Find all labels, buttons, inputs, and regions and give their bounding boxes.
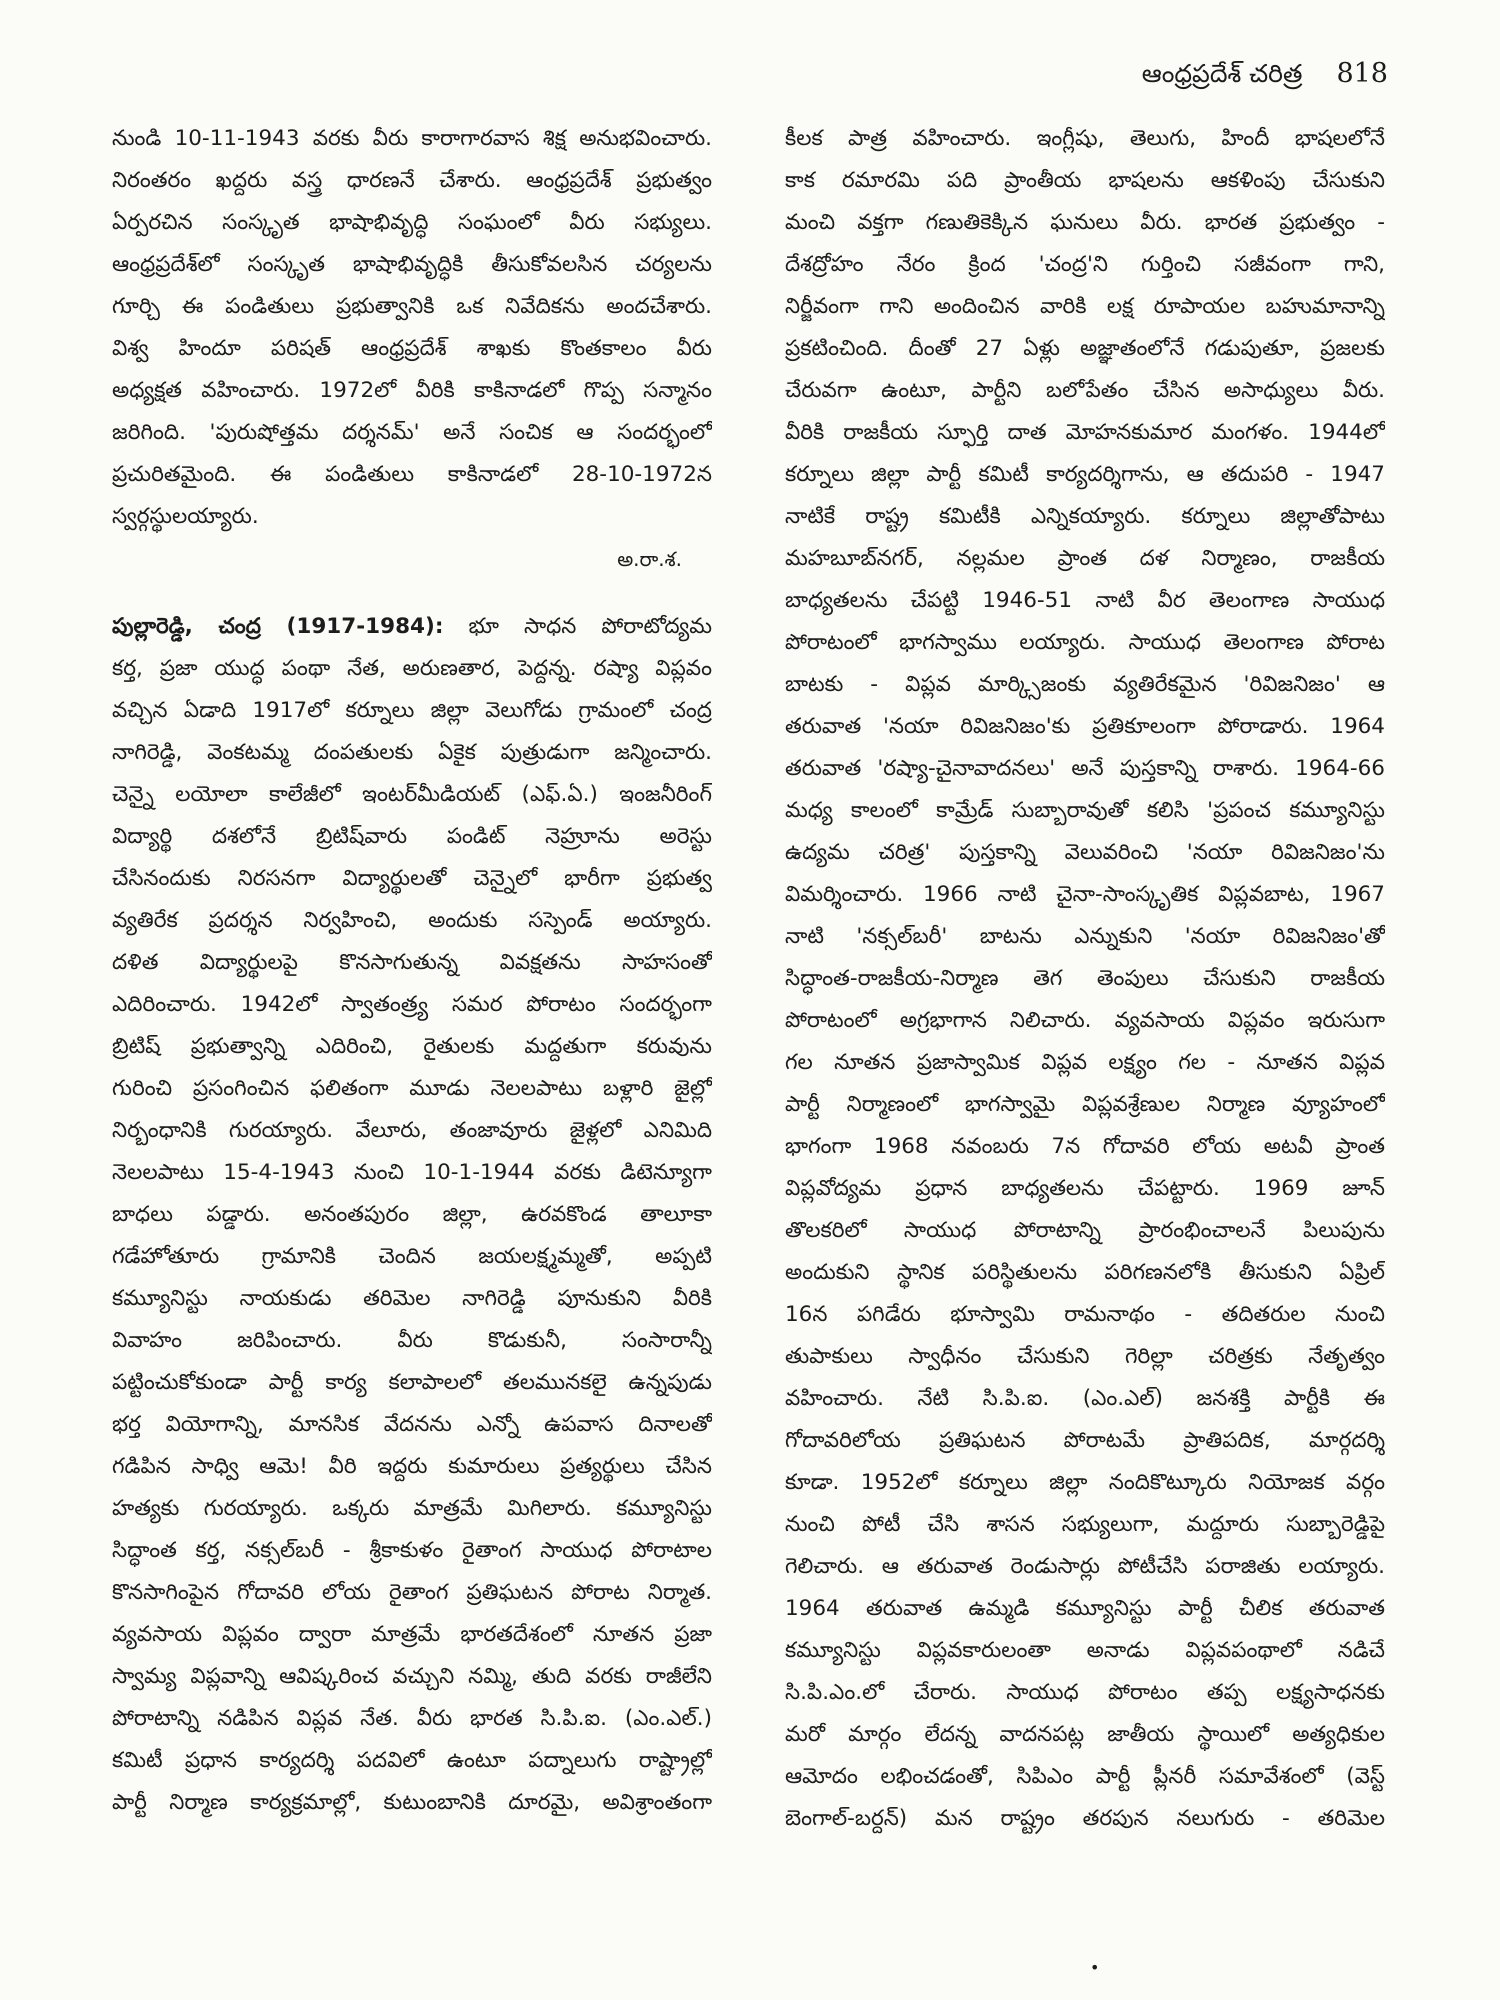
entry-heading: పుల్లారెడ్డి, చంద్ర (1917-1984): xyxy=(112,614,444,639)
text-line: చేసినందుకు నిరసనగా విద్యార్థులతో చెన్నైలో భారీగా ప్రభుత్వ xyxy=(112,866,712,891)
text-line: భాగంగా 1968 నవంబరు 7న గోదావరి లోయ అటవీ ప్రాంత xyxy=(785,1134,1385,1159)
text-line: పోరాటాన్ని నడిపిన విప్లవ నేత. వీరు భారత సి.పి.ఐ. (ఎం.ఎల్.) xyxy=(112,1706,712,1731)
text-line: విప్లవోద్యమ ప్రధాన బాధ్యతలను చేపట్టారు. 1969 జూన్ xyxy=(785,1176,1385,1201)
text-line: చేరువగా ఉంటూ, పార్టీని బలోపేతం చేసిన అసాధ్యులు వీరు. xyxy=(785,378,1385,403)
text-line: పోరాటంలో అగ్రభాగాన నిలిచారు. వ్యవసాయ విప్లవం ఇరుసుగా xyxy=(785,1008,1385,1033)
entry-first-line xyxy=(112,606,712,648)
text-line: కర్నూలు జిల్లా పార్టీ కమిటీ కార్యదర్శిగాను, ఆ తదుపరి - 1947 xyxy=(785,462,1385,487)
text-line: వివాహం జరిపించారు. వీరు కొడుకునీ, సంసారాన్నీ xyxy=(112,1328,712,1353)
page-number: 818 xyxy=(1336,58,1388,89)
entry-first-line-text: భూ సాధన పోరాటోద్యమ xyxy=(468,614,712,639)
text-line: కమ్యూనిస్టు విప్లవకారులంతా అనాడు విప్లవపంథాలో నడిచే xyxy=(785,1638,1385,1663)
text-line: భర్త వియోగాన్ని, మానసిక వేదనను ఎన్నో ఉపవాస దినాలతో xyxy=(112,1412,712,1437)
text-line: అధ్యక్షత వహించారు. 1972లో వీరికి కాకినాడలో గొప్ప సన్మానం xyxy=(112,378,712,403)
text-line: ఆమోదం లభించడంతో, సిపిఎం పార్టీ ప్లీనరీ సమావేశంలో (వెస్ట్ xyxy=(785,1764,1385,1789)
text-line: 16న పగిడేరు భూస్వామి రామనాథం - తదితరుల నుంచి xyxy=(785,1302,1385,1327)
running-header xyxy=(1142,58,1388,95)
running-title: ఆంధ్రప్రదేశ్ చరిత్ర xyxy=(1141,59,1303,88)
text-line: గూర్చి ఈ పండితులు ప్రభుత్వానికి ఒక నివేదికను అందచేశారు. xyxy=(112,294,712,319)
text-line: స్వామ్య విప్లవాన్ని ఆవిష్కరించ వచ్చుని నమ్మి, తుది వరకు రాజీలేని xyxy=(112,1664,712,1689)
text-line: వ్యతిరేక ప్రదర్శన నిర్వహించి, అందుకు సస్పెండ్ అయ్యారు. xyxy=(112,908,712,933)
text-line: సి.పి.ఎం.లో చేరారు. సాయుధ పోరాటం తప్ప లక్ష్యసాధనకు xyxy=(785,1680,1385,1705)
text-line: నాగిరెడ్డి, వెంకటమ్మ దంపతులకు ఏకైక పుత్రుడుగా జన్మించారు. xyxy=(112,740,712,765)
text-line: నుండి 10-11-1943 వరకు వీరు కారాగారవాస శిక్ష అనుభవించారు. xyxy=(112,126,712,151)
text-line: నాటికే రాష్ట్ర కమిటీకి ఎన్నికయ్యారు. కర్నూలు జిల్లాతోపాటు xyxy=(785,504,1385,529)
text-line: కమిటీ ప్రధాన కార్యదర్శి పదవిలో ఉంటూ పద్నాలుగు రాష్ట్రాల్లో xyxy=(112,1748,712,1773)
text-line: కీలక పాత్ర వహించారు. ఇంగ్లీషు, తెలుగు, హిందీ భాషలలోనే xyxy=(785,126,1385,151)
text-line: నాటి 'నక్సల్‌బరీ' బాటను ఎన్నుకుని 'నయా రివిజనిజం'తో xyxy=(785,924,1385,949)
text-line: కమ్యూనిస్టు నాయకుడు తరిమెల నాగిరెడ్డి పూనుకుని వీరికి xyxy=(112,1286,712,1311)
text-line: గడేహోతూరు గ్రామానికి చెందిన జయలక్ష్మమ్మతో, అప్పటి xyxy=(112,1244,712,1269)
text-line: దేశద్రోహం నేరం క్రింద 'చంద్ర'ని గుర్తించి సజీవంగా గాని, xyxy=(785,252,1385,277)
text-line: తరువాత 'రష్యా-చైనావాదనలు' అనే పుస్తకాన్ని రాశారు. 1964-66 xyxy=(785,756,1385,781)
text-line: కూడా. 1952లో కర్నూలు జిల్లా నందికొట్కూరు నియోజక వర్గం xyxy=(785,1470,1385,1495)
text-line: మహబూబ్‌నగర్, నల్లమల ప్రాంత దళ నిర్మాణం, రాజకీయ xyxy=(785,546,1385,571)
text-line: నిరంతరం ఖద్దరు వస్త్ర ధారణనే చేశారు. ఆంధ్రప్రదేశ్ ప్రభుత్వం xyxy=(112,168,712,193)
text-line: తొలకరిలో సాయుధ పోరాటాన్ని ప్రారంభించాలనే పిలుపును xyxy=(785,1218,1385,1243)
text-line: వ్యవసాయ విప్లవం ద్వారా మాత్రమే భారతదేశంలో నూతన ప్రజా xyxy=(112,1622,712,1647)
text-line: ఆంధ్రప్రదేశ్‌లో సంస్కృత భాషాభివృద్ధికి తీసుకోవలసిన చర్యలను xyxy=(112,252,712,277)
text-line: నెలలపాటు 15-4-1943 నుంచి 10-1-1944 వరకు డిటెన్యూగా xyxy=(112,1160,712,1185)
text-line: 1964 తరువాత ఉమ్మడి కమ్యూనిస్టు పార్టీ చీలిక తరువాత xyxy=(785,1596,1385,1621)
entry-body xyxy=(112,648,712,1824)
text-line: చెన్నై లయోలా కాలేజీలో ఇంటర్‌మీడియట్ (ఎఫ్.ఏ.) ఇంజనీరింగ్ xyxy=(112,782,712,807)
text-line: నిర్బంధానికి గురయ్యారు. వేలూరు, తంజావూరు జైళ్లలో ఎనిమిది xyxy=(112,1118,712,1143)
text-line: బ్రిటిష్ ప్రభుత్వాన్ని ఎదిరించి, రైతులకు మద్దతుగా కరువును xyxy=(112,1034,712,1059)
text-line: గురించి ప్రసంగించిన ఫలితంగా మూడు నెలలపాటు బళ్లారి జైల్లో xyxy=(112,1076,712,1101)
text-line: సిద్ధాంత కర్త, నక్సల్‌బరీ - శ్రీకాకుళం రైతాంగ సాయుధ పోరాటాల xyxy=(112,1538,712,1563)
text-line: గడిపిన సాధ్వి ఆమె! వీరి ఇద్దరు కుమారులు ప్రత్యర్థులు చేసిన xyxy=(112,1454,712,1479)
text-line: హత్యకు గురయ్యారు. ఒక్కరు మాత్రమే మిగిలారు. కమ్యూనిస్టు xyxy=(112,1496,712,1521)
author-signature: అ.రా.శ. xyxy=(617,547,682,571)
text-line: తరువాత 'నయా రివిజనిజం'కు ప్రతికూలంగా పోరాడారు. 1964 xyxy=(785,714,1385,739)
text-line: తుపాకులు స్వాధీనం చేసుకుని గెరిల్లా చరిత్రకు నేతృత్వం xyxy=(785,1344,1385,1369)
text-line: గల నూతన ప్రజాస్వామిక విప్లవ లక్ష్యం గల - నూతన విప్లవ xyxy=(785,1050,1385,1075)
text-line: మంచి వక్తగా గణుతికెక్కిన ఘనులు వీరు. భారత ప్రభుత్వం - xyxy=(785,210,1385,235)
text-line: సిద్ధాంత-రాజకీయ-నిర్మాణ తెగ తెంపులు చేసుకుని రాజకీయ xyxy=(785,966,1385,991)
text-line: విశ్వ హిందూ పరిషత్ ఆంధ్రప్రదేశ్ శాఖకు కొంతకాలం వీరు xyxy=(112,336,712,361)
left-column xyxy=(112,118,712,1824)
text-line: నిర్జీవంగా గాని అందించిన వారికి లక్ష రూపాయల బహుమానాన్ని xyxy=(785,294,1385,319)
footer-mark: • xyxy=(1090,1958,1100,1977)
text-line: పార్టీ నిర్మాణంలో భాగస్వామై విప్లవశ్రేణుల నిర్మాణ వ్యూహంలో xyxy=(785,1092,1385,1117)
text-line: నుంచి పోటీ చేసి శాసన సభ్యులుగా, మద్దూరు సుబ్బారెడ్డిపై xyxy=(785,1512,1385,1537)
text-line: మరో మార్గం లేదన్న వాదనపట్ల జాతీయ స్థాయిలో అత్యధికుల xyxy=(785,1722,1385,1747)
text-line: ఏర్పరచిన సంస్కృత భాషాభివృద్ధి సంఘంలో వీరు సభ్యులు. xyxy=(112,210,712,235)
entry-gap xyxy=(112,580,712,606)
text-line: కర్త, ప్రజా యుద్ధ పంథా నేత, అరుణతార, పెద్దన్న. రష్యా విప్లవం xyxy=(112,656,712,681)
text-line: బాటకు - విప్లవ మార్క్సిజంకు వ్యతిరేకమైన 'రివిజనిజం' ఆ xyxy=(785,672,1385,697)
text-line: వచ్చిన ఏడాది 1917లో కర్నూలు జిల్లా వెలుగోడు గ్రామంలో చంద్ర xyxy=(112,698,712,723)
text-line: గెలిచారు. ఆ తరువాత రెండుసార్లు పోటీచేసి పరాజితు లయ్యారు. xyxy=(785,1554,1385,1579)
text-line: అందుకుని స్థానిక పరిస్థితులను పరిగణనలోకి తీసుకుని ఏప్రిల్ xyxy=(785,1260,1385,1285)
text-line: వహించారు. నేటి సి.పి.ఐ. (ఎం.ఎల్) జనశక్తి పార్టీకి ఈ xyxy=(785,1386,1385,1411)
text-line: ఎదిరించారు. 1942లో స్వాతంత్ర్య సమర పోరాటం సందర్భంగా xyxy=(112,992,712,1017)
text-line: విద్యార్థి దశలోనే బ్రిటిష్‌వారు పండిట్ నెహ్రూను అరెస్టు xyxy=(112,824,712,849)
text-line: పట్టించుకోకుండా పార్టీ కార్య కలాపాలలో తలమునకలై ఉన్నపుడు xyxy=(112,1370,712,1395)
text-line: వీరికి రాజకీయ స్ఫూర్తి దాత మోహనకుమార మంగళం. 1944లో xyxy=(785,420,1385,445)
text-line: మధ్య కాలంలో కామ్రేడ్ సుబ్బారావుతో కలిసి 'ప్రపంచ కమ్యూనిస్టు xyxy=(785,798,1385,823)
text-line: బాధలు పడ్డారు. అనంతపురం జిల్లా, ఉరవకొండ తాలూకా xyxy=(112,1202,712,1227)
text-line: పార్టీ నిర్మాణ కార్యక్రమాల్లో, కుటుంబానికి దూరమై, అవిశ్రాంతంగా xyxy=(112,1790,712,1815)
text-line: ప్రచురితమైంది. ఈ పండితులు కాకినాడలో 28-10-1972న xyxy=(112,462,712,487)
right-column-text xyxy=(785,118,1385,1840)
text-line: ఉద్యమ చరిత్ర' పుస్తకాన్ని వెలువరించి 'నయా రివిజనిజం'ను xyxy=(785,840,1385,865)
text-line: గోదావరిలోయ ప్రతిఘటన పోరాటమే ప్రాతిపదిక, మార్గదర్శి xyxy=(785,1428,1385,1453)
text-line: పోరాటంలో భాగస్వాము లయ్యారు. సాయుధ తెలంగాణ పోరాట xyxy=(785,630,1385,655)
text-line: కాక రమారమి పది ప్రాంతీయ భాషలను ఆకళింపు చేసుకుని xyxy=(785,168,1385,193)
text-line: స్వర్గస్థులయ్యారు. xyxy=(112,504,259,529)
text-line: జరిగింది. 'పురుషోత్తమ దర్శనమ్' అనే సంచిక ఆ సందర్భంలో xyxy=(112,420,712,445)
text-line: దళిత విద్యార్థులపై కొనసాగుతున్న వివక్షతను సాహసంతో xyxy=(112,950,712,975)
paragraph-continuation xyxy=(112,118,712,538)
text-line: బెంగాల్-బర్దన్) మన రాష్ట్రం తరపున నలుగురు - తరిమెల xyxy=(785,1806,1385,1831)
text-line: బాధ్యతలను చేపట్టి 1946-51 నాటి వీర తెలంగాణ సాయుధ xyxy=(785,588,1385,613)
text-line: విమర్శించారు. 1966 నాటి చైనా-సాంస్కృతిక విప్లవబాట, 1967 xyxy=(785,882,1385,907)
text-line: ప్రకటించింది. దీంతో 27 ఏళ్లు అజ్ఞాతంలోనే గడుపుతూ, ప్రజలకు xyxy=(785,336,1385,361)
text-line: కొనసాగింపైన గోదావరి లోయ రైతాంగ ప్రతిఘటన పోరాట నిర్మాత. xyxy=(112,1580,712,1605)
right-column xyxy=(785,118,1385,1840)
